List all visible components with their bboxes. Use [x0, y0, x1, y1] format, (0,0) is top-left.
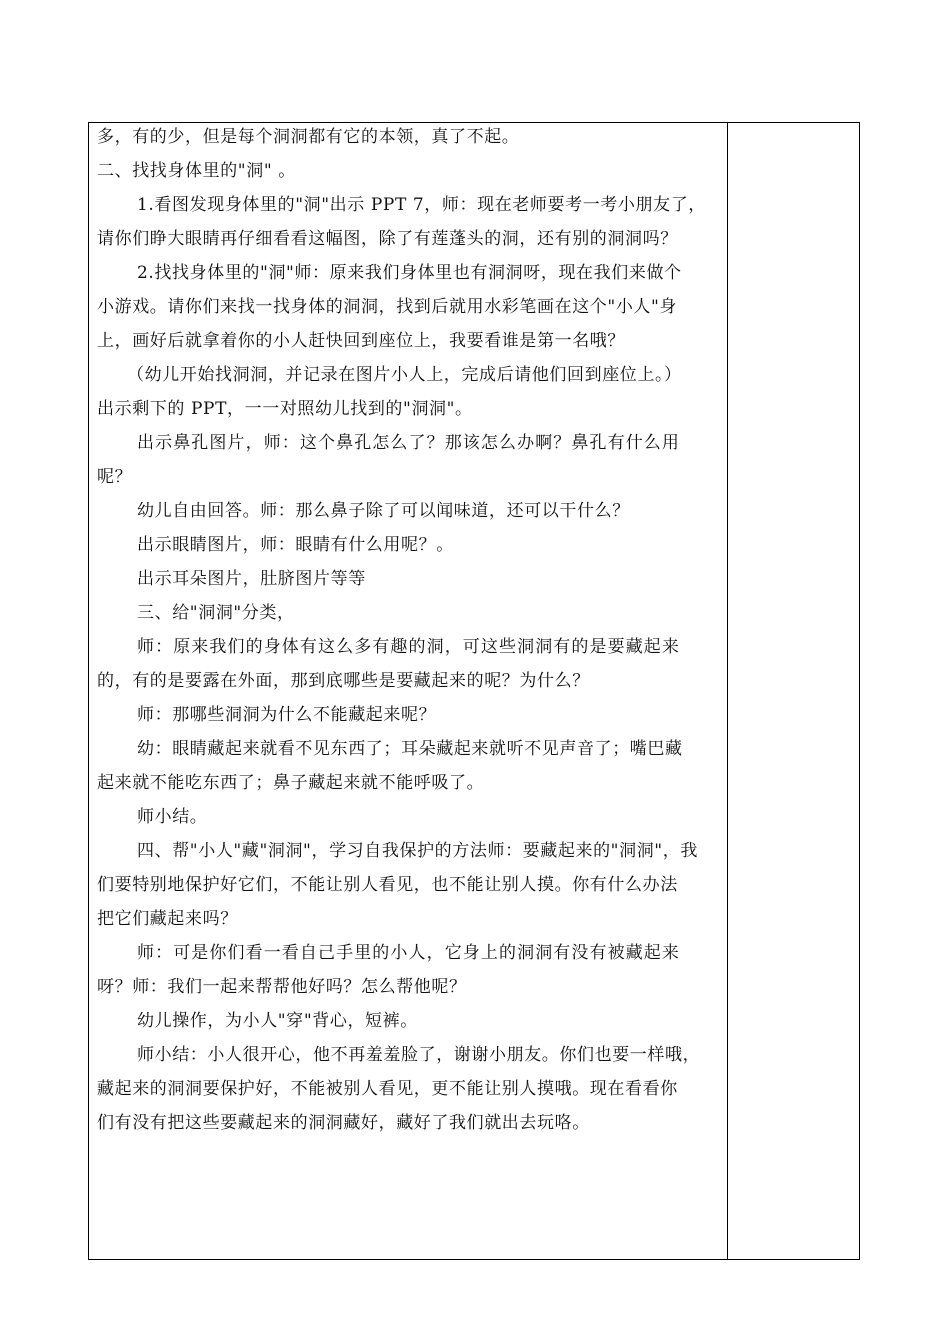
text-line: 藏起来的洞洞要保护好，不能被别人看见，更不能让别人摸哦。现在看看你	[97, 1079, 678, 1099]
text-line: 请你们睁大眼睛再仔细看看这幅图，除了有莲蓬头的洞，还有别的洞洞吗？	[97, 229, 678, 249]
text-line: 的，有的是要露在外面，那到底哪些是要藏起来的呢？为什么？	[97, 671, 590, 691]
section-heading: 二、找找身体里的"洞" 。	[97, 161, 296, 181]
section-heading: 三、给"洞洞"分类，	[137, 603, 295, 623]
text-line: 幼儿自由回答。师：那么鼻子除了可以闻味道，还可以干什么？	[137, 501, 630, 521]
text-line: 出示耳朵图片，肚脐图片等等	[137, 569, 366, 589]
lesson-plan-table	[88, 122, 860, 1260]
text-line: 多，有的少，但是每个洞洞都有它的本领，真了不起。	[97, 127, 520, 147]
text-line: 出示眼睛图片，师：眼睛有什么用呢？。	[137, 535, 454, 555]
column-divider	[727, 123, 728, 1259]
text-line: 2.找找身体里的"洞"师：原来我们身体里也有洞洞呀，现在我们来做个	[137, 263, 682, 283]
text-line: 师：可是你们看一看自己手里的小人，它身上的洞洞有没有被藏起来	[137, 943, 680, 963]
text-line: 出示剩下的 PPT，一一对照幼儿找到的"洞洞"。	[97, 399, 473, 419]
section-heading: 四、帮"小人"藏"洞洞"，学习自我保护的方法师：要藏起来的"洞洞"，我	[137, 841, 698, 861]
text-line: 师小结：小人很开心，他不再羞羞脸了，谢谢小朋友。你们也要一样哦，	[137, 1045, 701, 1065]
text-line: 起来就不能吃东西了；鼻子藏起来就不能呼吸了。	[97, 773, 485, 793]
text-line: 出示鼻孔图片，师：这个鼻孔怎么了？那该怎么办啊？鼻孔有什么用	[137, 433, 680, 453]
text-line: 幼：眼睛藏起来就看不见东西了；耳朵藏起来就听不见声音了；嘴巴藏	[137, 739, 683, 759]
lesson-content-cell	[97, 123, 725, 1259]
text-line: 呀？师：我们一起来帮帮他好吗？怎么帮他呢？	[97, 977, 467, 997]
text-line: 师小结。	[137, 807, 208, 827]
text-line: 上，画好后就拿着你的小人赶快回到座位上，我要看谁是第一名哦？	[97, 331, 625, 351]
text-line: （幼儿开始找洞洞，并记录在图片小人上，完成后请他们回到座位上。）	[127, 365, 682, 385]
text-line: 呢？	[97, 467, 133, 487]
text-line: 幼儿操作，为小人"穿"背心，短裤。	[137, 1011, 418, 1031]
notes-cell	[729, 123, 859, 1259]
text-line: 1.看图发现身体里的"洞"出示 PPT 7，师：现在老师要考一考小朋友了，	[137, 195, 706, 215]
text-line: 师：原来我们的身体有这么多有趣的洞，可这些洞洞有的是要藏起来	[137, 637, 680, 657]
text-line: 们要特别地保护好它们，不能让别人看见，也不能让别人摸。你有什么办法	[97, 875, 678, 895]
text-line: 小游戏。请你们来找一找身体的洞洞，找到后就用水彩笔画在这个"小人"身	[97, 297, 678, 317]
text-line: 师：那哪些洞洞为什么不能藏起来呢？	[137, 705, 437, 725]
text-line: 们有没有把这些要藏起来的洞洞藏好，藏好了我们就出去玩咯。	[97, 1113, 590, 1133]
text-line: 把它们藏起来吗？	[97, 909, 238, 929]
